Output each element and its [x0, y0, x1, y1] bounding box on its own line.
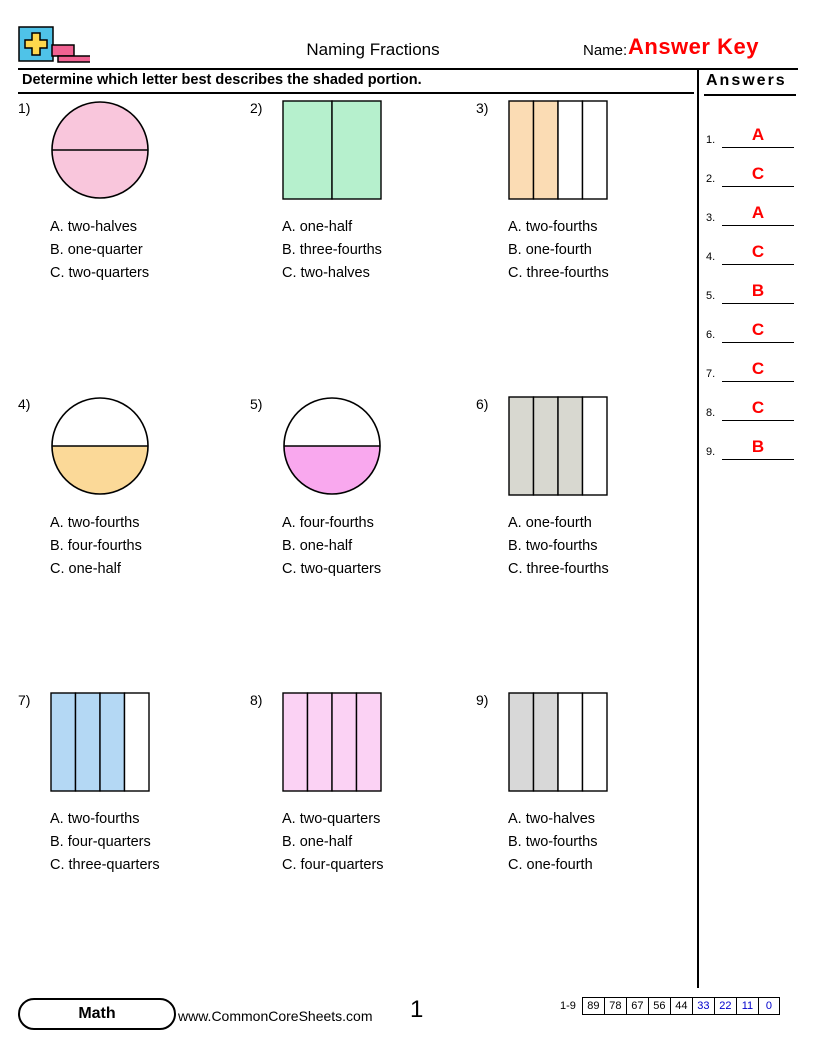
answer-choices [50, 808, 160, 877]
answer-choice[interactable]: C. two-halves [282, 265, 370, 281]
fraction-bar-figure [50, 692, 150, 797]
answer-blank-line [722, 147, 794, 149]
answer-choice[interactable]: B. two-fourths [508, 834, 598, 850]
fraction-bar-figure [508, 100, 608, 205]
answer-number: 7. [706, 368, 716, 380]
score-cells [582, 997, 780, 1015]
answer-blank-line [722, 186, 794, 188]
answer-number: 5. [706, 290, 716, 302]
answer-choice[interactable]: A. four-fourths [282, 515, 374, 531]
problem-number: 4) [18, 396, 31, 412]
problem-number: 8) [250, 692, 263, 708]
page-header [18, 26, 798, 70]
answer-choices [50, 512, 142, 581]
answer-row [706, 422, 794, 460]
answer-choice[interactable]: B. four-quarters [50, 834, 151, 850]
answer-number: 1. [706, 134, 716, 146]
answer-choice[interactable]: C. two-quarters [50, 265, 150, 281]
instructions-divider [18, 92, 694, 94]
answer-value: A [751, 125, 765, 144]
answer-choice[interactable]: A. two-fourths [50, 515, 140, 531]
answer-choices [282, 216, 382, 285]
fraction-circle-figure [50, 100, 150, 205]
answer-value: C [751, 242, 765, 261]
answer-choices [508, 808, 597, 877]
answer-blank-line [722, 342, 794, 344]
page-title: Naming Fractions [306, 40, 440, 59]
fraction-circle-figure [282, 396, 382, 501]
answer-blank-line [722, 459, 794, 461]
answer-row [706, 110, 794, 148]
score-cell: 11 [736, 997, 758, 1015]
score-cell: 56 [648, 997, 670, 1015]
answer-number: 3. [706, 212, 716, 224]
answer-blank-line [722, 420, 794, 422]
answer-choice[interactable]: B. one-half [282, 834, 353, 850]
score-strip [560, 997, 780, 1015]
answer-blank-line [722, 264, 794, 266]
answer-choice[interactable]: A. two-halves [50, 219, 138, 235]
answer-choice[interactable]: C. four-quarters [282, 857, 384, 873]
answer-row [706, 227, 794, 265]
answer-blank-line [722, 225, 794, 227]
answer-choices [508, 512, 609, 581]
answer-row [706, 188, 794, 226]
answer-blank-line [722, 303, 794, 305]
answer-choice[interactable]: A. two-fourths [508, 219, 598, 235]
answer-row [706, 266, 794, 304]
problem-number: 2) [250, 100, 263, 116]
answer-choices [50, 216, 149, 285]
answer-choice[interactable]: B. three-fourths [282, 242, 382, 258]
problem-number: 3) [476, 100, 489, 116]
score-cell: 33 [692, 997, 714, 1015]
answer-choices [282, 808, 384, 877]
answer-number: 6. [706, 329, 716, 341]
answer-choice[interactable]: C. three-fourths [508, 561, 609, 577]
answer-choices [282, 512, 381, 581]
answer-number: 9. [706, 446, 716, 458]
problem-number: 6) [476, 396, 489, 412]
answer-choice[interactable]: B. one-quarter [50, 242, 143, 258]
answer-choice[interactable]: C. two-quarters [282, 561, 382, 577]
answer-value: B [751, 437, 765, 456]
page-number: 1 [410, 996, 424, 1023]
answer-number: 8. [706, 407, 716, 419]
fraction-bar-figure [282, 100, 382, 205]
answer-value: A [751, 203, 765, 222]
answer-row [706, 149, 794, 187]
answer-choice[interactable]: A. two-quarters [282, 811, 381, 827]
answer-number: 4. [706, 251, 716, 263]
answer-value: C [751, 164, 765, 183]
score-cell: 44 [670, 997, 692, 1015]
answer-key-label: Answer Key [628, 34, 759, 59]
answer-blank-line [722, 381, 794, 383]
fraction-bar-figure [508, 396, 608, 501]
answer-choice[interactable]: C. one-fourth [508, 857, 593, 873]
plus-logo-icon [18, 26, 90, 66]
fraction-circle-figure [50, 396, 150, 501]
fraction-bar-figure [508, 692, 608, 797]
answer-value: C [751, 359, 765, 378]
score-cell: 89 [582, 997, 604, 1015]
subject-badge [18, 998, 176, 1030]
subject-label: Math [78, 1005, 116, 1022]
answer-row [706, 383, 794, 421]
answer-choice[interactable]: C. three-fourths [508, 265, 609, 281]
answer-value: C [751, 398, 765, 417]
answer-choice[interactable]: B. one-half [282, 538, 353, 554]
problem-number: 9) [476, 692, 489, 708]
instructions-text: Determine which letter best describes the shaded portion. [22, 72, 422, 88]
score-cell: 0 [758, 997, 780, 1015]
answer-choice[interactable]: A. one-fourth [508, 515, 592, 531]
name-label: Name: [583, 42, 628, 59]
score-cell: 22 [714, 997, 736, 1015]
answer-number: 2. [706, 173, 716, 185]
answer-value: B [751, 281, 765, 300]
score-cell: 67 [626, 997, 648, 1015]
score-cell: 78 [604, 997, 626, 1015]
header-divider [18, 68, 798, 70]
website-link[interactable]: www.CommonCoreSheets.com [178, 1008, 373, 1024]
answer-choice[interactable]: B. four-fourths [50, 538, 142, 554]
answer-choice[interactable]: A. two-halves [508, 811, 596, 827]
answers-title: Answers [706, 72, 787, 89]
answer-row [706, 305, 794, 343]
fraction-bar-figure [282, 692, 382, 797]
problem-number: 7) [18, 692, 31, 708]
score-range-label: 1-9 [560, 1000, 576, 1012]
answer-choice[interactable]: A. two-fourths [50, 811, 140, 827]
answer-choices [508, 216, 609, 285]
answers-title-underline [704, 94, 796, 96]
answer-choice[interactable]: B. two-fourths [508, 538, 598, 554]
problem-number: 1) [18, 100, 31, 116]
answer-value: C [751, 320, 765, 339]
answer-choice[interactable]: B. one-fourth [508, 242, 592, 258]
problem-number: 5) [250, 396, 263, 412]
answer-choice[interactable]: C. three-quarters [50, 857, 160, 873]
answer-choice[interactable]: A. one-half [282, 219, 353, 235]
answers-column-divider [697, 68, 699, 988]
answer-choice[interactable]: C. one-half [50, 561, 121, 577]
answer-row [706, 344, 794, 382]
